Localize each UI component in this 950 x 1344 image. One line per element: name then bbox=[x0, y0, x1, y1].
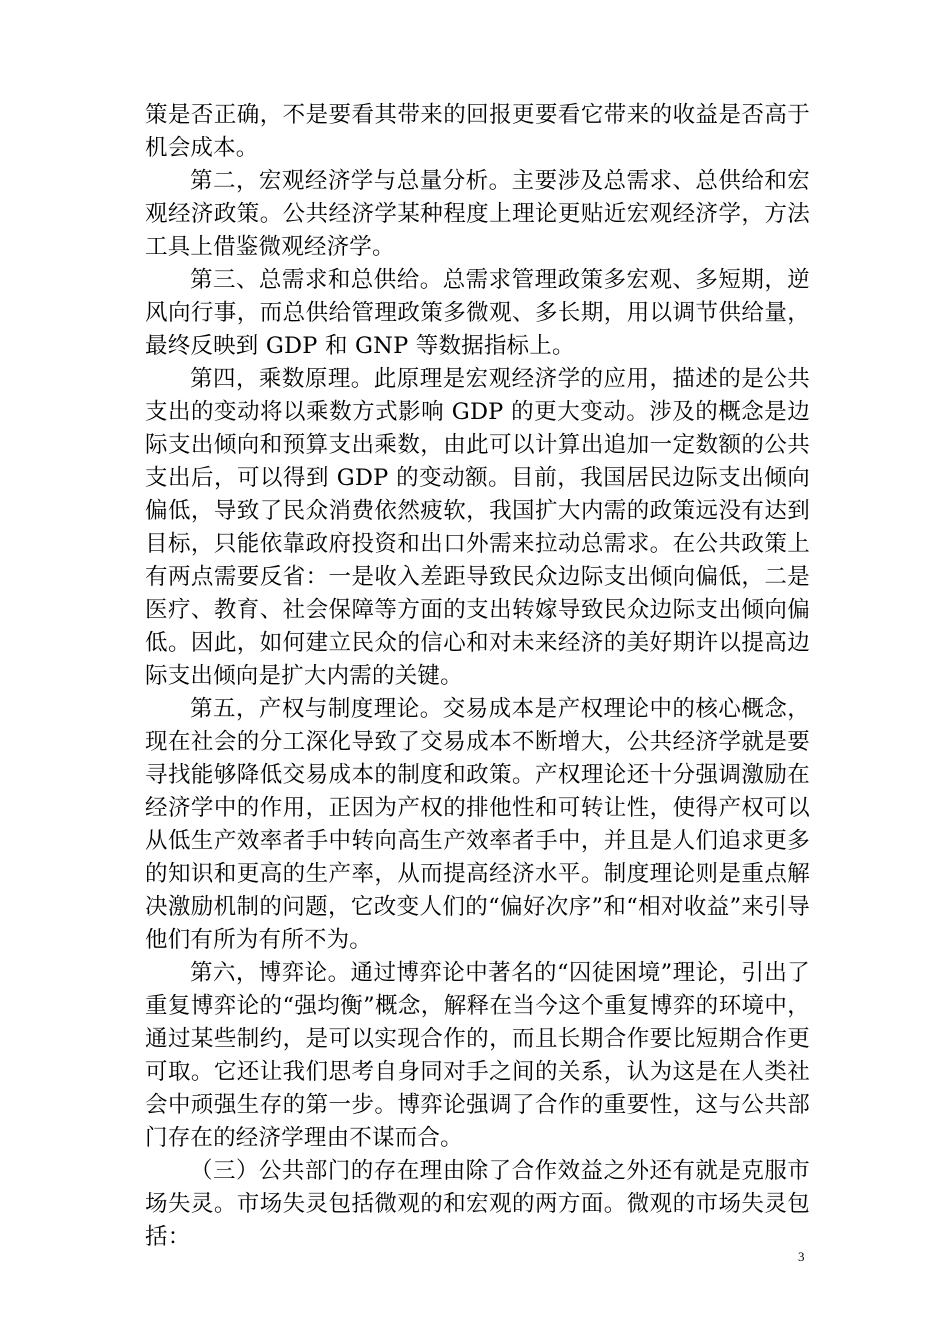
paragraph-section-three: （三）公共部门的存在理由除了合作效益之外还有就是克服市场失灵。市场失灵包括微观的和宏观的两方面。微观的市场失灵包括： bbox=[145, 1158, 810, 1250]
paragraph-third-point: 第三、总需求和总供给。总需求管理政策多宏观、多短期，逆风向行事，而总供给管理政策多微观、多长期，用以调节供给量，最终反映到 GDP 和 GNP 等数据指标上。 bbox=[145, 267, 810, 359]
paragraph-second-point: 第二，宏观经济学与总量分析。主要涉及总需求、总供给和宏观经济政策。公共经济学某种程度上理论更贴近宏观经济学，方法工具上借鉴微观经济学。 bbox=[145, 168, 810, 260]
document-body bbox=[145, 99, 810, 1254]
paragraph-continued: 策是否正确，不是要看其带来的回报更要看它带来的收益是否高于机会成本。 bbox=[145, 102, 810, 161]
paragraph-fourth-point: 第四，乘数原理。此原理是宏观经济学的应用，描述的是公共支出的变动将以乘数方式影响 GDP 的更大变动。涉及的概念是边际支出倾向和预算支出乘数，由此可以计算出追加一定数额的公共支出后，可以得到 GDP 的变动额。目前，我国居民边际支出倾向偏低，导致了民众消费依然疲软，我国扩大内需的政策远没有达到目标，只能依靠政府投资和出口外需来拉动总需求。在公共政策上有两点需要反省：一是收入差距导致民众边际支出倾向偏低，二是医疗、教育、社会保障等方面的支出转嫁导致民众边际支出倾向偏低。因此，如何建立民众的信心和对未来经济的美好期许以提高边际支出倾向是扩大内需的关键。 bbox=[145, 366, 810, 689]
paragraph-sixth-point: 第六，博弈论。通过博弈论中著名的“囚徒困境”理论，引出了重复博弈论的“强均衡”概念，解释在当今这个重复博弈的环境中，通过某些制约，是可以实现合作的，而且长期合作要比短期合作更可取。它还让我们思考自身同对手之间的关系，认为这是在人类社会中顽强生存的第一步。博弈论强调了合作的重要性，这与公共部门存在的经济学理由不谋而合。 bbox=[145, 960, 810, 1151]
paragraph-fifth-point: 第五，产权与制度理论。交易成本是产权理论中的核心概念，现在社会的分工深化导致了交易成本不断增大，公共经济学就是要寻找能够降低交易成本的制度和政策。产权理论还十分强调激励在经济学中的作用，正因为产权的排他性和可转让性，使得产权可以从低生产效率者手中转向高生产效率者手中，并且是人们追求更多的知识和更高的生产率，从而提高经济水平。制度理论则是重点解决激励机制的问题，它改变人们的“偏好次序”和“相对收益”来引导他们有所为有所不为。 bbox=[145, 696, 810, 953]
page-number: 3 bbox=[798, 1249, 805, 1264]
